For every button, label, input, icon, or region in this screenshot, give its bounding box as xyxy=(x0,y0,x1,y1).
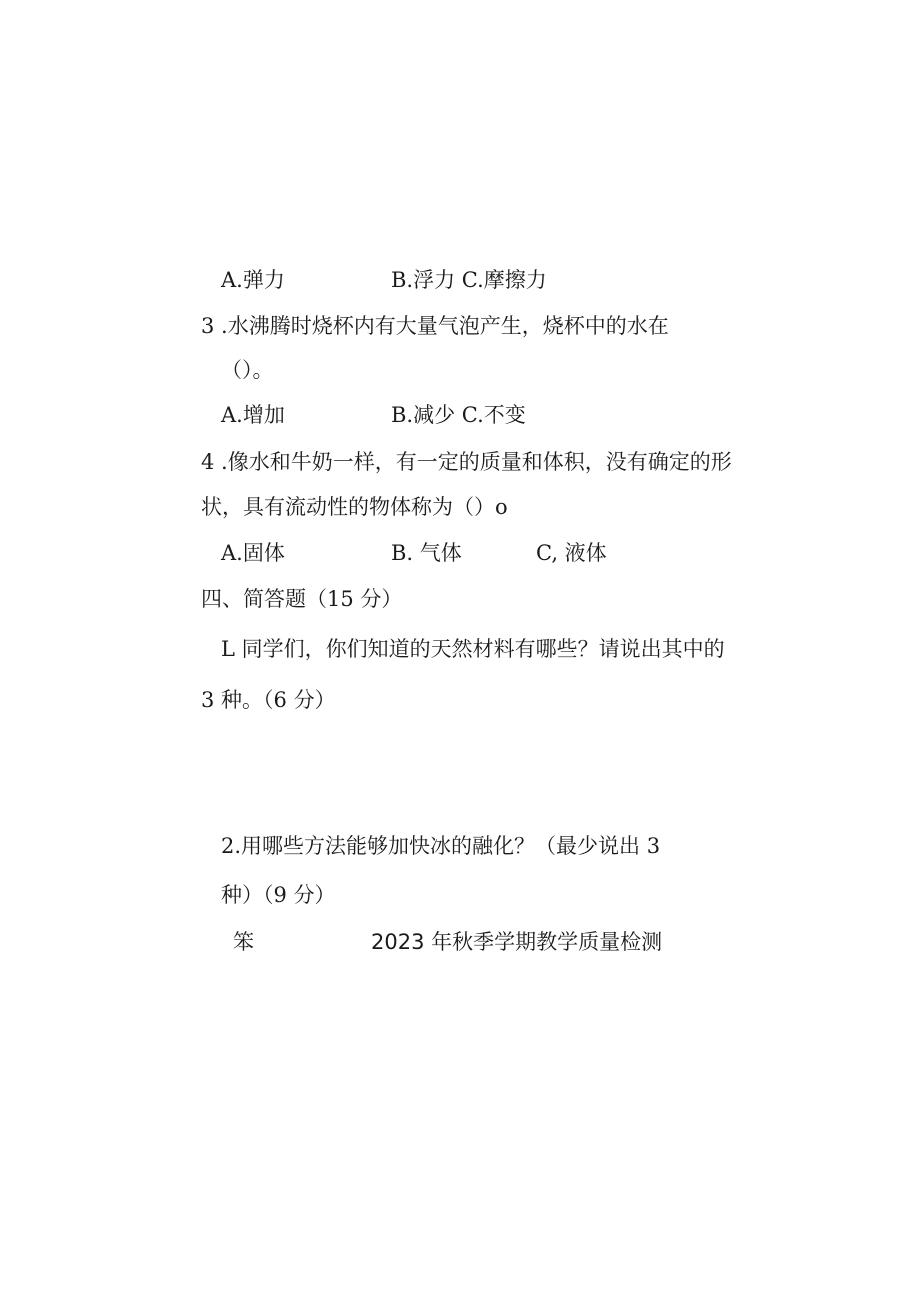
short-answer-2-text-cont: 种）（9 分） xyxy=(221,883,336,907)
short-answer-1-text: L 同学们，你们知道的天然材料有哪些？请说出其中的 xyxy=(221,637,725,661)
q4-option-c: C, 液体 xyxy=(536,541,607,565)
question-3-blank: （）。 xyxy=(221,358,274,382)
short-answer-2-text: 2.用哪些方法能够加快冰的融化？（最少说出 3 xyxy=(221,834,661,858)
q2-option-a: A.弹力 xyxy=(221,268,285,292)
question-3-text: 3 .水沸腾时烧杯内有大量气泡产生，烧杯中的水在 xyxy=(201,314,669,338)
q4-option-b: B. 气体 xyxy=(391,541,462,565)
q2-options-bc: B.浮力 C.摩擦力 xyxy=(391,268,547,292)
q3-option-a: A.增加 xyxy=(221,403,285,427)
q3-options-bc: B.减少 C.不变 xyxy=(391,403,526,427)
question-4-text: 4 .像水和牛奶一样，有一定的质量和体积，没有确定的形 xyxy=(201,450,732,474)
section-4-heading: 四、简答题（15 分） xyxy=(201,587,403,611)
q4-option-a: A.固体 xyxy=(221,541,285,565)
short-answer-1-text-cont: 3 种。（6 分） xyxy=(201,688,336,712)
question-4-text-cont: 状，具有流动性的物体称为（）o xyxy=(201,495,508,519)
footer-stray-char: 笨 xyxy=(233,930,254,954)
footer-exam-title: 2023 年秋季学期教学质量检测 xyxy=(371,930,663,954)
